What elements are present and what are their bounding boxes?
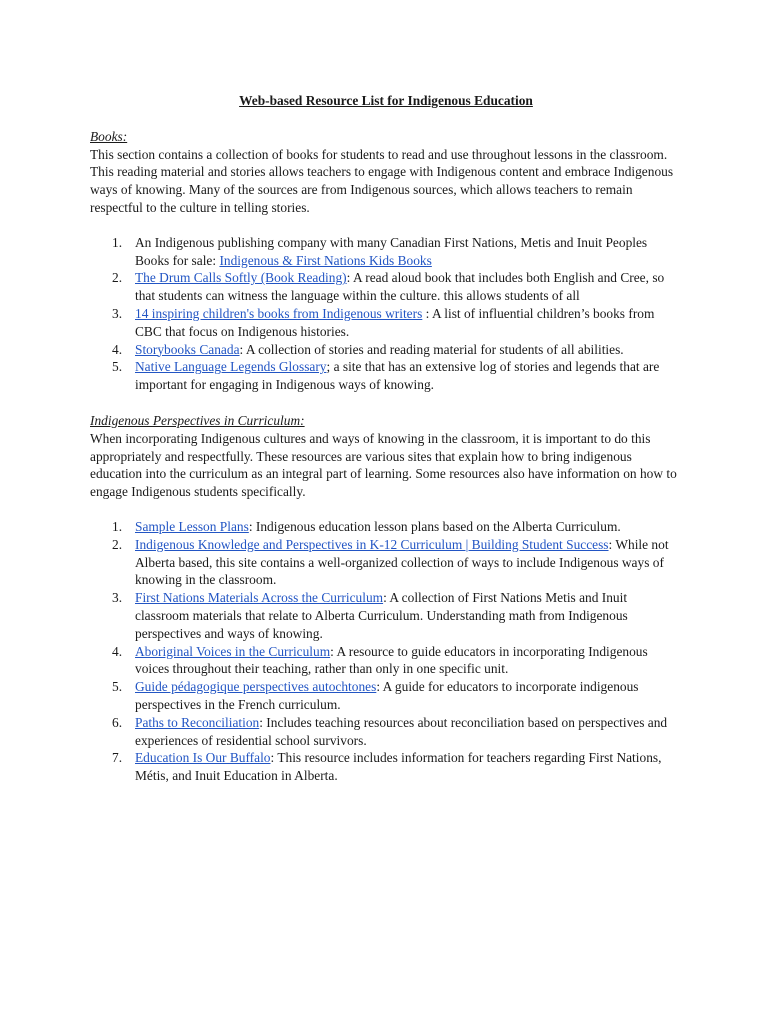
- list-number: 5.: [112, 679, 123, 695]
- list-number: 4.: [112, 643, 123, 659]
- perspective-item: [90, 536, 682, 589]
- item-description: : Includes teaching resources about reconciliation based on perspectives and experiences of residential school survivors.: [135, 714, 668, 748]
- perspectives-heading: Indigenous Perspectives in Curriculum:: [90, 412, 305, 428]
- list-number: 1.: [112, 234, 123, 250]
- resource-link[interactable]: First Nations Materials Across the Curriculum: [135, 590, 384, 606]
- books-intro: This section contains a collection of books for students to read and use throughout lessons in the classroom. This reading material and stories allows teachers to engage with Indigenous content and embrace Indigenous ways of knowing. Many of the sources are from Indigenous sources, which allows teachers to remain respectful to the culture in telling stories.: [90, 146, 674, 215]
- list-number: 7.: [112, 750, 123, 766]
- item-description: : While not Alberta based, this site contains a well-organized collection of ways to include Indigenous ways of knowing in the classroom.: [135, 536, 669, 588]
- item-description: : Indigenous education lesson plans based on the Alberta Curriculum.: [248, 518, 621, 534]
- perspective-item: [90, 643, 682, 679]
- item-description: : A resource to guide educators in incorporating Indigenous voices throughout their teaching, rather than only in one specific unit.: [135, 643, 648, 677]
- resource-link[interactable]: Indigenous Knowledge and Perspectives in K-12 Curriculum | Building Student Success: [135, 536, 609, 552]
- resource-link[interactable]: 14 inspiring children's books from Indigenous writers: [135, 305, 423, 321]
- resource-link[interactable]: Aboriginal Voices in the Curriculum: [135, 643, 331, 659]
- resource-link[interactable]: Guide pédagogique perspectives autochtones: [135, 679, 377, 695]
- perspectives-intro: When incorporating Indigenous cultures and ways of knowing in the classroom, it is important to do this appropriately and respectfully. These resources are various sites that explain how to bring indigenous education into the curriculum as an integral part of learning. Some resources also have information on how to engage Indigenous students specifically.: [90, 430, 677, 500]
- perspectives-section: [90, 412, 682, 785]
- resource-link[interactable]: Indigenous & First Nations Kids Books: [219, 252, 432, 268]
- list-number: 2.: [112, 270, 123, 286]
- book-item: [90, 234, 682, 270]
- resource-link[interactable]: The Drum Calls Softly (Book Reading): [135, 270, 347, 286]
- list-number: 2.: [112, 536, 123, 552]
- book-item: [90, 341, 682, 359]
- resource-link[interactable]: Storybooks Canada: [135, 341, 240, 357]
- list-number: 3.: [112, 305, 123, 321]
- books-heading: Books:: [90, 128, 128, 144]
- item-description: : A collection of stories and reading material for students of all abilities.: [239, 341, 624, 357]
- resource-link[interactable]: Native Language Legends Glossary: [135, 359, 327, 375]
- list-number: 5.: [112, 359, 123, 375]
- list-number: 1.: [112, 518, 123, 534]
- books-list: [90, 234, 682, 394]
- resource-link[interactable]: Paths to Reconciliation: [135, 714, 260, 730]
- document-title: Web-based Resource List for Indigenous Education: [239, 93, 533, 108]
- perspective-item: [90, 678, 682, 714]
- book-item: [90, 358, 682, 394]
- books-section: [90, 128, 682, 394]
- list-number: 3.: [112, 590, 123, 606]
- perspective-item: [90, 714, 682, 750]
- perspective-item: [90, 749, 682, 785]
- item-description: : A guide for educators to incorporate indigenous perspectives in the French curriculum.: [135, 679, 639, 712]
- item-description: : This resource includes information for teachers regarding First Nations, Métis, and Inuit Education in Alberta.: [135, 750, 662, 784]
- book-item: [90, 269, 682, 305]
- perspectives-list: [90, 518, 682, 785]
- perspective-item: [90, 589, 682, 642]
- item-text-before: An Indigenous publishing company with many Canadian First Nations, Metis and Inuit Peoples Books for sale:: [135, 234, 648, 268]
- item-description: : A read aloud book that includes both English and Cree, so that students can witness the language within the culture. this allows students of all: [135, 270, 665, 304]
- item-description: : A list of influential children’s books from CBC that focus on Indigenous histories.: [135, 305, 655, 339]
- document-page: [90, 92, 682, 803]
- perspective-item: [90, 518, 682, 536]
- item-description: : A collection of First Nations Metis and Inuit classroom materials that relate to Alberta Curriculum. Understanding math from Indigenous perspectives and ways of knowing.: [135, 590, 628, 641]
- list-number: 4.: [112, 341, 123, 357]
- book-item: [90, 305, 682, 341]
- resource-link[interactable]: Education Is Our Buffalo: [135, 750, 271, 766]
- item-description: ; a site that has an extensive log of stories and legends that are important for engaging in Indigenous ways of knowing.: [135, 359, 660, 393]
- list-number: 6.: [112, 714, 123, 730]
- resource-link[interactable]: Sample Lesson Plans: [135, 518, 249, 534]
